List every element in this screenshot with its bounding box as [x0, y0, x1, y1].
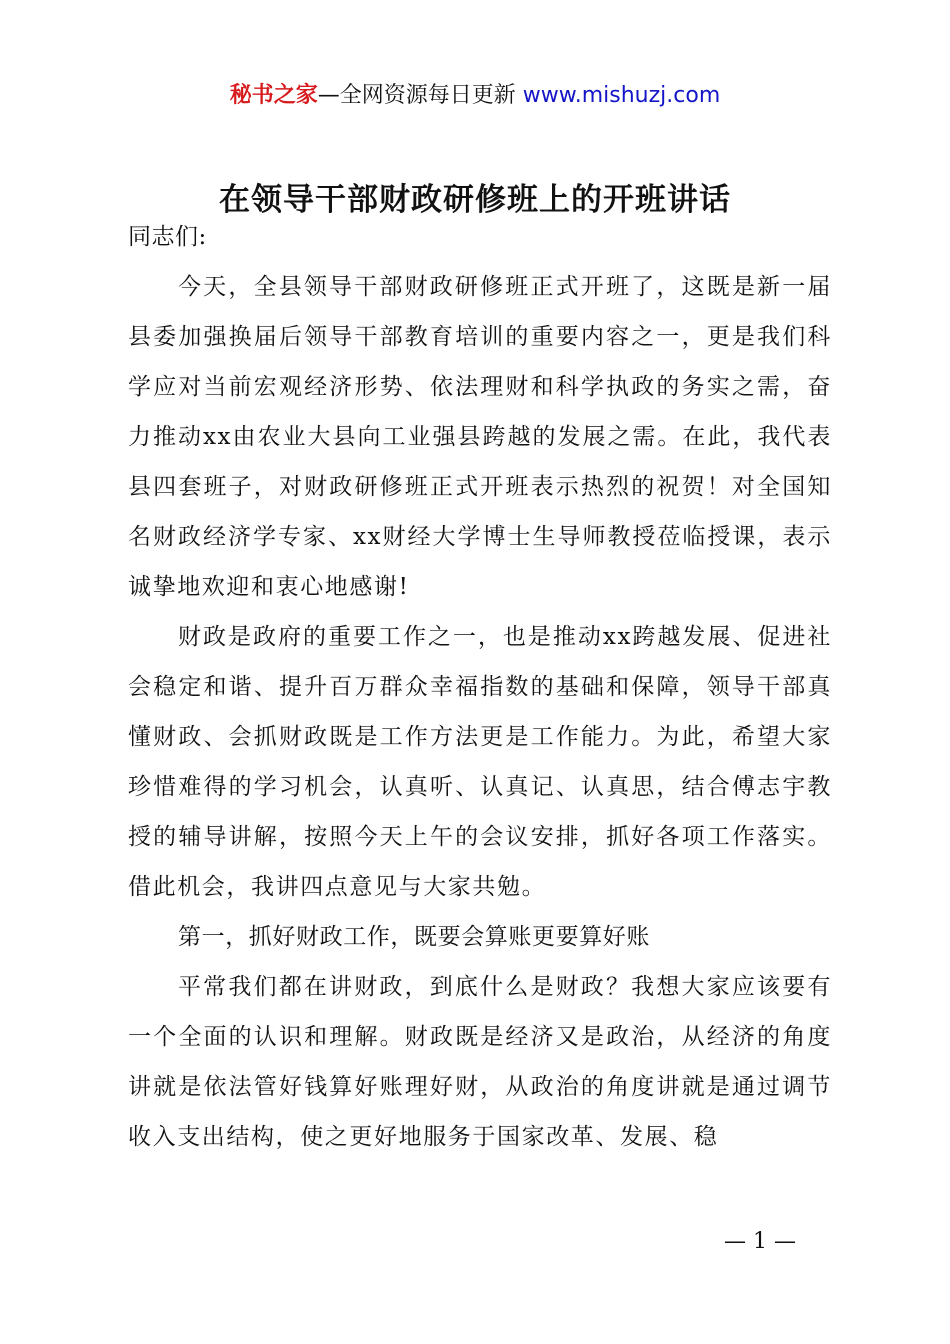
site-banner	[0, 80, 950, 112]
paragraph-3: 平常我们都在讲财政，到底什么是财政？我想大家应该要有一个全面的认识和理解。财政既是经济又是政治，从经济的角度讲就是依法管好钱算好账理好财，从政治的角度讲就是通过调节收入支出结构，使之更好地服务于国家改革、发展、稳	[128, 974, 832, 1150]
paragraph-2: 财政是政府的重要工作之一，也是推动xx跨越发展、促进社会稳定和谐、提升百万群众幸福指数的基础和保障，领导干部真懂财政、会抓财政既是工作方法更是工作能力。为此，希望大家珍惜难得的学习机会，认真听、认真记、认真思，结合傅志宇教授的辅导讲解，按照今天上午的会议安排，抓好各项工作落实。借此机会，我讲四点意见与大家共勉。	[128, 624, 832, 900]
banner-brand: 秘书之家	[229, 83, 318, 108]
document-body	[128, 212, 832, 1162]
document-title: 在领导干部财政研修班上的开班讲话	[219, 182, 731, 218]
banner-site-url[interactable]: www.mishuzj.com	[522, 83, 721, 108]
page-number: — 1 —	[724, 1229, 796, 1254]
paragraph-1: 今天，全县领导干部财政研修班正式开班了，这既是新一届县委加强换届后领导干部教育培训的重要内容之一，更是我们科学应对当前宏观经济形势、依法理财和科学执政的务实之需，奋力推动xx由农业大县向工业强县跨越的发展之需。在此，我代表县四套班子，对财政研修班正式开班表示热烈的祝贺！对全国知名财政经济学专家、xx财经大学博士生导师教授莅临授课，表示诚挚地欢迎和衷心地感谢!	[128, 274, 832, 600]
salutation: 同志们:	[128, 224, 207, 250]
banner-tagline: —全网资源每日更新	[317, 83, 523, 108]
section-heading-1: 第一，抓好财政工作，既要会算账更要算好账	[178, 924, 650, 950]
